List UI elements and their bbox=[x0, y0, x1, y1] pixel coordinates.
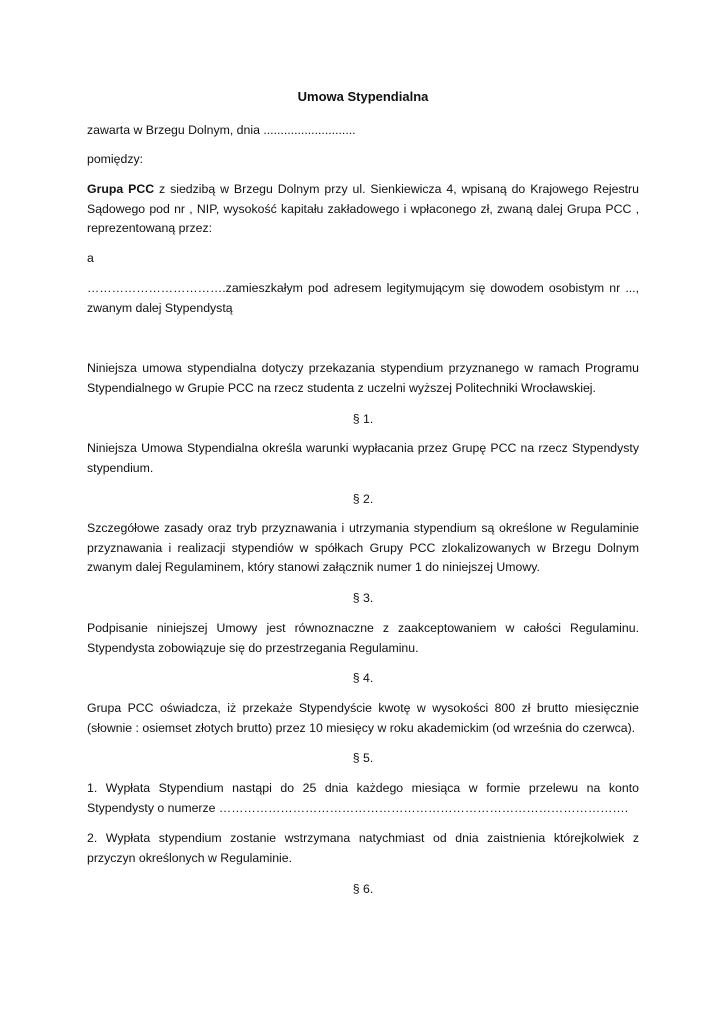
section-5-point-1-line-2: Stypendysty o numerze ………………………………………………………………………………………. bbox=[87, 800, 629, 815]
section-3-heading: § 3. bbox=[352, 591, 374, 605]
section-2-line-2: przyznawania i realizacji stypendiów w spółkach Grupy PCC zlokalizowanych w Brzegu Dolnym bbox=[87, 540, 639, 555]
intro-paragraph bbox=[87, 359, 639, 398]
party1-line-2: Sądowego pod nr , NIP, wysokość kapitału zakładowego i wpłaconego zł, zwaną dalej Grupa PCC , bbox=[87, 201, 639, 216]
section-1-line-1: Niniejsza Umowa Stypendialna określa warunki wypłacania przez Grupę PCC na rzecz Stypendysty bbox=[87, 441, 639, 455]
party1-paragraph bbox=[87, 180, 639, 239]
section-1-heading: § 1. bbox=[352, 412, 374, 426]
party2-line-2: zwanym dalej Stypendystą bbox=[87, 300, 233, 315]
section-4-paragraph bbox=[87, 699, 639, 738]
section-5-point-2-line-2: przyczyn określonych w Regulaminie. bbox=[87, 850, 293, 865]
section-5-heading: § 5. bbox=[352, 751, 374, 765]
section-2-line-3: zwanym dalej Regulaminem, który stanowi załącznik numer 1 do niniejszej Umowy. bbox=[87, 560, 540, 574]
and-label: a bbox=[87, 251, 94, 265]
section-3-line-2: Stypendysta zobowiązuje się do przestrzegania Regulaminu. bbox=[87, 640, 419, 655]
section-2-paragraph bbox=[87, 519, 639, 578]
party1-name: Grupa PCC bbox=[87, 182, 155, 196]
section-2-line-1: Szczegółowe zasady oraz tryb przyznawania i utrzymania stypendium są określone w Regulaminie bbox=[87, 521, 639, 535]
between-label: pomiędzy: bbox=[87, 152, 144, 166]
intro-line-2: Stypendialnego w Grupie PCC na rzecz studenta z uczelni wyższej Politechniki Wrocławskiej. bbox=[87, 380, 596, 395]
intro-line-1: Niniejsza umowa stypendialna dotyczy przekazania stypendium przyznanego w ramach Programu bbox=[87, 361, 639, 375]
document-title: Umowa Stypendialna bbox=[297, 89, 429, 104]
section-3-paragraph bbox=[87, 619, 639, 658]
section-4-heading: § 4. bbox=[352, 671, 374, 685]
party2-line-1: …………………………….zamieszkałym pod adresem legitymującym się dowodem osobistym nr ..., bbox=[87, 281, 639, 295]
section-5-point-2-line-1: 2. Wypłata stypendium zostanie wstrzymana natychmiast od dnia zaistnienia którejkolwiek z bbox=[87, 831, 639, 845]
section-2-heading: § 2. bbox=[352, 492, 374, 506]
section-1-paragraph bbox=[87, 439, 639, 478]
section-6-heading: § 6. bbox=[352, 882, 374, 896]
section-1-line-2: stypendium. bbox=[87, 460, 154, 475]
place-date-line: zawarta w Brzegu Dolnym, dnia ........................... bbox=[87, 123, 356, 137]
section-5-point-2 bbox=[87, 829, 639, 868]
section-5-point-1 bbox=[87, 779, 639, 818]
party1-line-1: Grupa PCC z siedzibą w Brzegu Dolnym przy ul. Sienkiewicza 4, wpisaną do Krajowego Rejestru bbox=[87, 182, 639, 196]
section-4-line-2: (słownie : osiemset złotych brutto) przez 10 miesięcy w roku akademickim (od września do czerwca). bbox=[87, 720, 636, 735]
party2-paragraph bbox=[87, 279, 639, 318]
party1-line-3: reprezentowaną przez: bbox=[87, 221, 213, 235]
section-3-line-1: Podpisanie niniejszej Umowy jest równoznaczne z zaakceptowaniem w całości Regulaminu. bbox=[87, 621, 639, 635]
section-4-line-1: Grupa PCC oświadcza, iż przekaże Stypendyście kwotę w wysokości 800 zł brutto miesięcznie bbox=[87, 701, 639, 715]
section-5-point-1-line-1: 1. Wypłata Stypendium nastąpi do 25 dnia każdego miesiąca w formie przelewu na konto bbox=[87, 781, 639, 795]
